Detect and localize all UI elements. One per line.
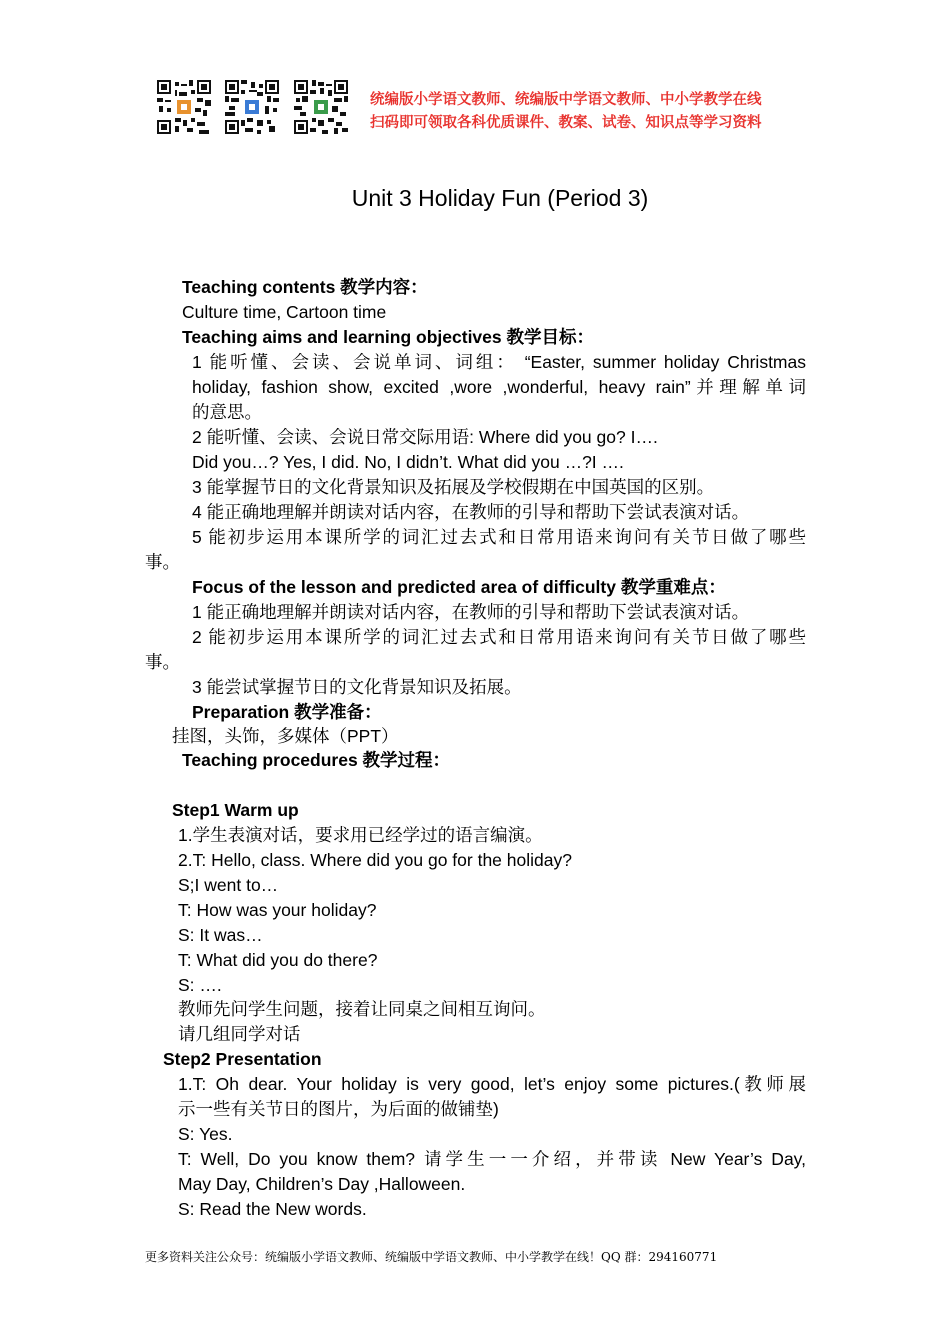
text-line: 1.学生表演对话，要求用已经学过的语言编演。 xyxy=(178,825,543,845)
banner-line-2: 扫码即可领取各科优质课件、教案、试卷、知识点等学习资料 xyxy=(370,115,762,131)
text-line: 3 能尝试掌握节日的文化背景知识及拓展。 xyxy=(192,677,522,697)
text-line: Culture time, Cartoon time xyxy=(182,302,387,322)
text-line: 事。 xyxy=(145,652,180,672)
text-line: S: It was… xyxy=(178,925,263,945)
text-line: S: Read the New words. xyxy=(178,1199,367,1219)
text-line: Did you…? Yes, I did. No, I didn’t. What did you …?I …. xyxy=(192,452,624,472)
text-line: 1 能正确地理解并朗读对话内容，在教师的引导和帮助下尝试表演对话。 xyxy=(192,602,750,622)
heading-step1: Step1 Warm up xyxy=(172,800,299,820)
text-line: 教师先问学生问题，接着让同桌之间相互询问。 xyxy=(178,999,546,1019)
page-footer: 更多资料关注公众号：统编版小学语文教师、统编版中学语文教师、中小学教学在线！QQ 群：294160771 xyxy=(145,1250,718,1264)
text-line: 示一些有关节日的图片，为后面的做铺垫) xyxy=(178,1099,499,1119)
text-line: 1.T: Oh dear. Your holiday is very good, let’s enjoy some pictures.(教师展 xyxy=(178,1074,806,1094)
text-line: 5 能初步运用本课所学的词汇过去式和日常用语来询问有关节日做了哪些 xyxy=(192,527,806,547)
text-line: S: …. xyxy=(178,975,222,995)
text-line: 挂图，头饰，多媒体（PPT） xyxy=(172,726,399,746)
heading-teaching-procedures: Teaching procedures 教学过程： xyxy=(182,750,451,770)
text-line: S;I went to… xyxy=(178,875,279,895)
heading-teaching-contents: Teaching contents 教学内容： xyxy=(182,277,428,297)
text-line: 请几组同学对话 xyxy=(178,1024,301,1044)
qr-code-2 xyxy=(225,80,279,134)
text-line: 4 能正确地理解并朗读对话内容，在教师的引导和帮助下尝试表演对话。 xyxy=(192,502,750,522)
text-line: May Day, Children’s Day ,Halloween. xyxy=(178,1174,466,1194)
heading-focus: Focus of the lesson and predicted area of difficulty 教学重难点： xyxy=(192,577,726,597)
text-line: T: How was your holiday? xyxy=(178,900,377,920)
text-line: T: What did you do there? xyxy=(178,950,378,970)
qr-code-3 xyxy=(294,80,348,134)
heading-teaching-aims: Teaching aims and learning objectives 教学目标： xyxy=(182,327,594,347)
text-line: T: Well, Do you know them? 请学生一一介绍，并带读 New Year’s Day, xyxy=(178,1149,806,1169)
text-line: 事。 xyxy=(145,552,180,572)
text-line: 1 能听懂、会读、会说单词、词组： “Easter, summer holiday Christmas xyxy=(192,352,806,372)
text-line: 的意思。 xyxy=(192,402,262,422)
text-line: 2 能听懂、会读、会说日常交际用语: Where did you go? I…. xyxy=(192,427,658,447)
banner-line-1: 统编版小学语文教师、统编版中学语文教师、中小学教学在线 xyxy=(370,92,762,108)
text-line: 2 能初步运用本课所学的词汇过去式和日常用语来询问有关节日做了哪些 xyxy=(192,627,806,647)
text-line: 2.T: Hello, class. Where did you go for the holiday? xyxy=(178,850,572,870)
text-line: S: Yes. xyxy=(178,1124,233,1144)
heading-preparation: Preparation 教学准备： xyxy=(192,702,382,722)
text-line: holiday, fashion show, excited ,wore ,wonderful, heavy rain”并理解单词 xyxy=(192,377,806,397)
page-title: Unit 3 Holiday Fun (Period 3) xyxy=(351,185,649,211)
qr-code-1 xyxy=(157,80,211,134)
heading-step2: Step2 Presentation xyxy=(163,1049,322,1069)
text-line: 3 能掌握节日的文化背景知识及拓展及学校假期在中国英国的区别。 xyxy=(192,477,715,497)
